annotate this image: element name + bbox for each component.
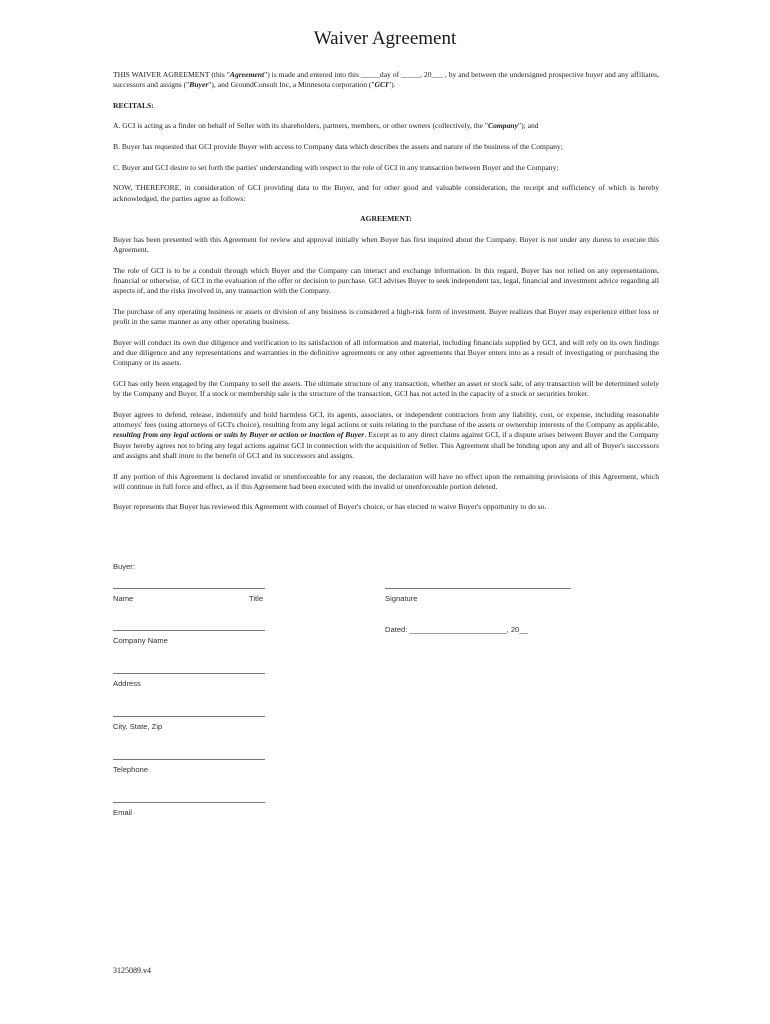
name-title-field[interactable]	[113, 588, 273, 604]
telephone-label: Telephone	[113, 765, 149, 774]
company-name-line	[113, 630, 265, 631]
document-body	[113, 70, 659, 523]
recital-a	[113, 121, 659, 131]
dated-field[interactable]: Dated: _______________________, 20__	[385, 625, 528, 634]
address-field[interactable]	[113, 673, 265, 689]
signature-field[interactable]	[385, 588, 571, 604]
intro-paragraph	[113, 70, 659, 91]
defined-term-company: Company	[488, 121, 518, 131]
agreement-heading: AGREEMENT:	[360, 214, 412, 224]
company-name-label: Company Name	[113, 636, 168, 645]
buyer-label: Buyer:	[113, 562, 135, 571]
intro-text: "), and GroundConsult Inc, a Minnesota corporation ("	[208, 80, 375, 90]
document-id: 3125089.v4	[113, 966, 151, 975]
signature-line	[385, 588, 571, 589]
intro-text: ") is made and entered into this _____day of _____, 20___ , by and between the undersigned prospective buyer and any affiliates, successors and assigns ("	[113, 70, 659, 90]
email-line	[113, 802, 265, 803]
email-label: Email	[113, 808, 132, 817]
recital-a-text: A. GCI is acting as a finder on behalf of Seller with its shareholders, partners, members, or other owners (collectively, the "	[113, 121, 489, 131]
city-state-zip-line	[113, 716, 265, 717]
paragraph-6-text: . Except as to any direct claims against GCI, if a dispute arises between Buyer and the Company Buyer hereby agrees not to bring any legal actions against GCI in connection with the acquisition of Seller. This Agreement shall be binding upon any and all of Buyer's successors and assigns and shall inure to the benefit of GCI and its successors and assigns.	[113, 430, 659, 460]
agreement-paragraph-8: Buyer represents that Buyer has reviewed this Agreement with counsel of Buyer's choice, or has elected to waive Buyer's opportunity to do so.	[113, 502, 547, 512]
intro-text: THIS WAIVER AGREEMENT (this "	[113, 70, 230, 79]
title-label: Title	[249, 594, 264, 603]
email-field[interactable]	[113, 802, 265, 818]
name-title-line	[113, 588, 265, 589]
agreement-paragraph-5: GCI has only been engaged by the Company to sell the assets. The ultimate structure of any transaction, whether an asset or stock sale, of any transaction will be determined solely by the Company and Buyer. If a stock or membership sale is the structure of the transaction, GCI has not acted in the capacity of a stock or securities broker.	[113, 378, 659, 399]
emphasized-clause: resulting from any legal actions or suits by Buyer or action or inaction of Buyer	[113, 430, 365, 440]
defined-term-agreement: Agreement	[229, 70, 265, 79]
telephone-field[interactable]	[113, 759, 265, 775]
signature-label: Signature	[385, 594, 418, 603]
recital-a-text: "); and	[517, 121, 539, 131]
page-title: Waiver Agreement	[313, 28, 457, 49]
intro-text: ").	[388, 80, 396, 90]
city-state-zip-field[interactable]	[113, 716, 265, 732]
recital-c: C. Buyer and GCI desire to set forth the parties' understanding with respect to the role of GCI in any transaction between Buyer and the Company;	[113, 162, 559, 172]
agreement-paragraph-4: Buyer will conduct its own due diligence and verification to its satisfaction of all information and material, including financials supplied by GCI, and will rely on its own findings and due diligence and any representations and warranties in the definitive agreements or any other agreements that Buyer enters into as a result of investigating or purchasing the Company or its assets.	[113, 337, 659, 368]
address-label: Address	[113, 679, 141, 688]
city-state-zip-label: City, State, Zip	[113, 722, 163, 731]
paragraph-6-text: Buyer agrees to defend, release, indemnify and hold harmless GCI, its agents, associates, or independent contractors from any liability, cost, or expense, including reasonable attorneys' fees (using attorneys of GCI's choice), resulting from any legal actions or suits relating to the purchase of the assets or ownership interests of the Company as applicable,	[113, 409, 659, 430]
now-therefore-paragraph: NOW, THEREFORE, in consideration of GCI providing data to the Buyer, and for other good and valuable consideration, the receipt and sufficiency of which is hereby acknowledged, the parties agree as follows:	[113, 183, 659, 203]
name-label: Name	[113, 594, 134, 603]
agreement-paragraph-6	[113, 410, 659, 461]
defined-term-buyer: Buyer	[189, 80, 209, 90]
telephone-line	[113, 759, 265, 760]
recital-b: B. Buyer has requested that GCI provide Buyer with access to Company data which describes the assets and nature of the business of the Company;	[113, 142, 563, 152]
agreement-paragraph-3: The purchase of any operating business or assets or division of any business is considered a high-risk form of investment. Buyer realizes that Buyer may experience either loss or profit in the same manner as any other operating business.	[113, 306, 659, 327]
company-name-field[interactable]	[113, 630, 265, 646]
defined-term-gci: GCI	[374, 80, 389, 90]
agreement-paragraph-7: If any portion of this Agreement is declared invalid or unenforceable for any reason, the declaration will have no effect upon the remaining provisions of this Agreement, which will continue in full force and effect, as if this Agreement had been executed with the invalid or unenforceable portion deleted.	[113, 471, 659, 491]
agreement-paragraph-2: The role of GCI is to be a conduit through which Buyer and the Company can interact and exchange information. In this regard, Buyer has not relied on any representations, financial or otherwise, of GCI in the evaluation of the offer or decision to purchase. GCI advises Buyer to seek independent tax, legal, financial and investment advice regarding all aspects of, and the risks involved in, any transaction with the Company.	[113, 265, 660, 296]
recitals-heading: RECITALS:	[113, 100, 154, 110]
agreement-paragraph-1: Buyer has been presented with this Agreement for review and approval initially when Buyer has first inquired about the Company. Buyer is not under any duress to execute this Agreement.	[113, 234, 659, 255]
address-line	[113, 673, 265, 674]
